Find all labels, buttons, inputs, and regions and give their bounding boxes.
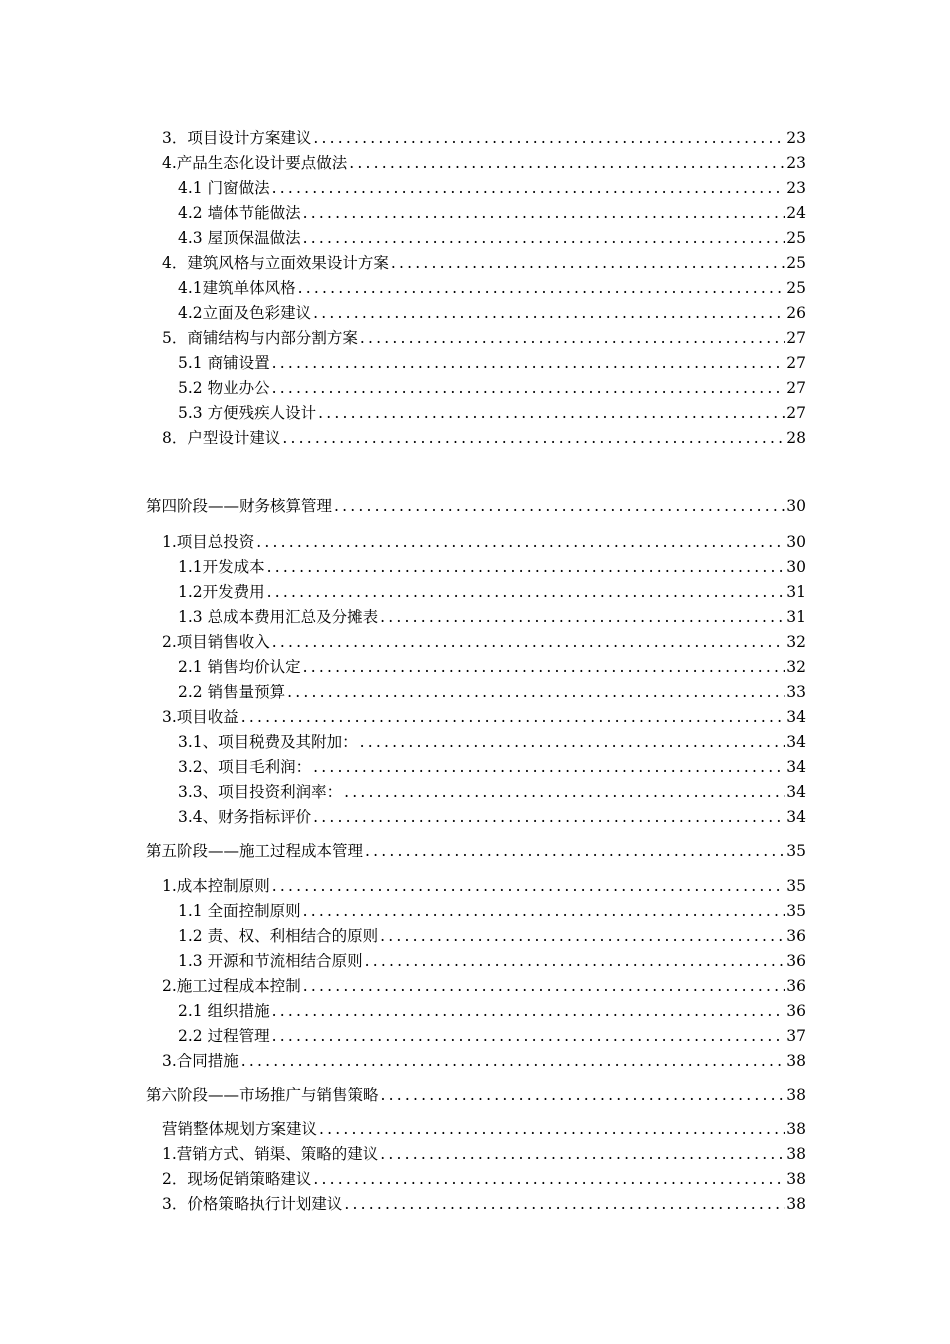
- dot-leader: [344, 780, 785, 804]
- dot-leader: [272, 874, 785, 898]
- toc-entry-title: 3.2、项目毛利润：: [178, 758, 312, 776]
- toc-entry-page-number: 34: [786, 808, 806, 826]
- toc-entry-page-number: 34: [786, 783, 806, 801]
- dot-leader: [391, 251, 785, 275]
- toc-entry-page-number: 26: [786, 304, 806, 322]
- toc-entry-page-number: 34: [786, 758, 806, 776]
- toc-entry[interactable]: [162, 1142, 806, 1166]
- toc-entry-page-number: 30: [786, 497, 806, 515]
- dot-leader: [380, 1142, 785, 1166]
- toc-entry[interactable]: [162, 630, 806, 654]
- toc-entry[interactable]: [162, 426, 806, 450]
- toc-entry-page-number: 28: [786, 429, 806, 447]
- toc-entry[interactable]: [146, 494, 806, 518]
- dot-leader: [303, 226, 786, 250]
- toc-entry[interactable]: [162, 530, 806, 554]
- dot-leader: [319, 1117, 785, 1141]
- toc-entry-title: 1.项目总投资: [162, 533, 255, 551]
- toc-entry[interactable]: [146, 1083, 806, 1107]
- toc-entry-page-number: 38: [786, 1120, 806, 1138]
- dot-leader: [365, 949, 786, 973]
- toc-entry[interactable]: [178, 301, 806, 325]
- toc-entry-page-number: 35: [786, 842, 806, 860]
- toc-entry[interactable]: [178, 351, 806, 375]
- toc-entry-page-number: 27: [786, 354, 806, 372]
- toc-entry-title: 3．价格策略执行计划建议: [162, 1195, 343, 1213]
- toc-entry[interactable]: [146, 839, 806, 863]
- toc-entry-page-number: 25: [786, 254, 806, 272]
- toc-entry-title: 2.2 销售量预算: [178, 683, 286, 701]
- toc-entry-page-number: 32: [786, 658, 806, 676]
- toc-entry-title: 1.3 开源和节流相结合原则: [178, 952, 363, 970]
- dot-leader: [256, 530, 785, 554]
- dot-leader: [272, 376, 786, 400]
- dot-leader: [313, 755, 785, 779]
- toc-entry-title: 3.合同措施: [162, 1052, 239, 1070]
- toc-entry-page-number: 35: [786, 877, 806, 895]
- toc-entry-page-number: 36: [786, 977, 806, 995]
- toc-entry[interactable]: [162, 1192, 806, 1216]
- toc-entry-title: 4.1 门窗做法: [178, 179, 270, 197]
- toc-entry-title: 第六阶段——市场推广与销售策略: [146, 1086, 379, 1104]
- toc-entry-title: 2.施工过程成本控制: [162, 977, 301, 995]
- toc-entry-title: 4.2立面及色彩建议: [178, 304, 312, 322]
- toc-entry-page-number: 34: [786, 733, 806, 751]
- toc-entry-page-number: 30: [786, 533, 806, 551]
- toc-entry[interactable]: [162, 1167, 806, 1191]
- toc-entry-page-number: 36: [786, 1002, 806, 1020]
- toc-entry-title: 2．现场促销策略建议: [162, 1170, 312, 1188]
- toc-entry-page-number: 38: [786, 1086, 806, 1104]
- toc-entry[interactable]: [178, 376, 806, 400]
- dot-leader: [313, 126, 785, 150]
- toc-entry-page-number: 32: [786, 633, 806, 651]
- toc-entry-page-number: 23: [786, 154, 806, 172]
- dot-leader: [313, 301, 785, 325]
- toc-entry[interactable]: [162, 874, 806, 898]
- toc-entry-title: 1.3 总成本费用汇总及分摊表: [178, 608, 379, 626]
- dot-leader: [303, 201, 786, 225]
- toc-entry-page-number: 33: [786, 683, 806, 701]
- dot-leader: [241, 705, 785, 729]
- dot-leader: [313, 1167, 785, 1191]
- toc-entry-title: 5.3 方便残疾人设计: [178, 404, 317, 422]
- dot-leader: [282, 426, 785, 450]
- toc-entry[interactable]: [162, 705, 806, 729]
- dot-leader: [334, 494, 785, 518]
- toc-entry-page-number: 25: [786, 279, 806, 297]
- toc-entry-page-number: 25: [786, 229, 806, 247]
- toc-entry-page-number: 38: [786, 1170, 806, 1188]
- toc-entry[interactable]: [162, 1117, 806, 1141]
- toc-entry[interactable]: [178, 730, 806, 754]
- toc-entry-title: 营销整体规划方案建议: [162, 1120, 318, 1138]
- toc-entry[interactable]: [178, 555, 806, 579]
- toc-entry[interactable]: [162, 126, 806, 150]
- toc-entry-title: 4.产品生态化设计要点做法: [162, 154, 348, 172]
- toc-entry-title: 1.2 责、权、利相结合的原则: [178, 927, 379, 945]
- dot-leader: [380, 924, 785, 948]
- toc-entry[interactable]: [178, 755, 806, 779]
- toc-entry-page-number: 27: [786, 329, 806, 347]
- toc-entry[interactable]: [178, 176, 806, 200]
- toc-entry-title: 4.2 墙体节能做法: [178, 204, 301, 222]
- toc-entry-title: 5．商铺结构与内部分割方案: [162, 329, 358, 347]
- toc-entry-page-number: 27: [786, 379, 806, 397]
- dot-leader: [272, 1024, 786, 1048]
- toc-entry[interactable]: [178, 276, 806, 300]
- toc-entry[interactable]: [178, 949, 806, 973]
- dot-leader: [303, 899, 786, 923]
- dot-leader: [287, 680, 785, 704]
- toc-entry[interactable]: [178, 899, 806, 923]
- toc-entry-title: 2.1 销售均价认定: [178, 658, 301, 676]
- dot-leader: [381, 1083, 786, 1107]
- toc-entry-title: 第五阶段——施工过程成本管理: [146, 842, 364, 860]
- toc-entry-title: 1.营销方式、销渠、策略的建议: [162, 1145, 379, 1163]
- toc-entry[interactable]: [162, 151, 806, 175]
- toc-entry-title: 3.3、项目投资利润率：: [178, 783, 343, 801]
- dot-leader: [360, 326, 785, 350]
- toc-entry-title: 1.1 全面控制原则: [178, 902, 301, 920]
- toc-entry[interactable]: [178, 580, 806, 604]
- toc-entry-title: 2.1 组织措施: [178, 1002, 270, 1020]
- toc-entry-title: 5.2 物业办公: [178, 379, 270, 397]
- dot-leader: [365, 839, 785, 863]
- toc-entry-page-number: 38: [786, 1145, 806, 1163]
- toc-entry[interactable]: [178, 605, 806, 629]
- dot-leader: [313, 805, 785, 829]
- toc-entry-title: 3.项目收益: [162, 708, 239, 726]
- dot-leader: [303, 974, 785, 998]
- dot-leader: [360, 730, 786, 754]
- toc-entry[interactable]: [178, 655, 806, 679]
- toc-entry-title: 1.2开发费用: [178, 583, 265, 601]
- toc-entry-page-number: 23: [786, 129, 806, 147]
- toc-entry-title: 5.1 商铺设置: [178, 354, 270, 372]
- dot-leader: [303, 655, 786, 679]
- dot-leader: [344, 1192, 785, 1216]
- toc-entry[interactable]: [178, 226, 806, 250]
- toc-entry-page-number: 37: [786, 1027, 806, 1045]
- dot-leader: [349, 151, 785, 175]
- toc-entry-page-number: 35: [786, 902, 806, 920]
- toc-entry[interactable]: [178, 924, 806, 948]
- toc-entry-page-number: 31: [786, 583, 806, 601]
- dot-leader: [380, 605, 785, 629]
- toc-entry-page-number: 38: [786, 1195, 806, 1213]
- dot-leader: [272, 630, 785, 654]
- dot-leader: [272, 176, 786, 200]
- dot-leader: [318, 401, 785, 425]
- toc-entry-page-number: 27: [786, 404, 806, 422]
- toc-entry-page-number: 36: [786, 952, 806, 970]
- toc-entry-page-number: 36: [786, 927, 806, 945]
- toc-entry-page-number: 24: [786, 204, 806, 222]
- toc-entry-title: 8．户型设计建议: [162, 429, 281, 447]
- toc-entry-title: 4．建筑风格与立面效果设计方案: [162, 254, 389, 272]
- toc-entry-title: 3.1、项目税费及其附加：: [178, 733, 358, 751]
- toc-entry-title: 1.1开发成本: [178, 558, 265, 576]
- dot-leader: [267, 555, 786, 579]
- toc-entry-title: 2.2 过程管理: [178, 1027, 270, 1045]
- toc-entry-page-number: 38: [786, 1052, 806, 1070]
- toc-entry-title: 4.1建筑单体风格: [178, 279, 296, 297]
- toc-entry-title: 1.成本控制原则: [162, 877, 270, 895]
- toc-entry[interactable]: [162, 251, 806, 275]
- toc-entry[interactable]: [162, 326, 806, 350]
- toc-entry-page-number: 31: [786, 608, 806, 626]
- dot-leader: [272, 999, 786, 1023]
- toc-entry[interactable]: [178, 805, 806, 829]
- toc-entry-page-number: 23: [786, 179, 806, 197]
- toc-entry-page-number: 34: [786, 708, 806, 726]
- toc-entry-title: 2.项目销售收入: [162, 633, 270, 651]
- toc-entry[interactable]: [162, 1049, 806, 1073]
- toc-entry-title: 第四阶段——财务核算管理: [146, 497, 333, 515]
- dot-leader: [298, 276, 786, 300]
- dot-leader: [241, 1049, 785, 1073]
- toc-entry-title: 3.4、财务指标评价: [178, 808, 312, 826]
- toc-entry-title: 4.3 屋顶保温做法: [178, 229, 301, 247]
- dot-leader: [267, 580, 786, 604]
- toc-entry-page-number: 30: [786, 558, 806, 576]
- toc-entry[interactable]: [178, 1024, 806, 1048]
- toc-entry[interactable]: [162, 974, 806, 998]
- toc-entry[interactable]: [178, 780, 806, 804]
- toc-entry[interactable]: [178, 999, 806, 1023]
- toc-entry[interactable]: [178, 201, 806, 225]
- toc-entry[interactable]: [178, 401, 806, 425]
- dot-leader: [272, 351, 786, 375]
- toc-entry[interactable]: [178, 680, 806, 704]
- toc-entry-title: 3．项目设计方案建议: [162, 129, 312, 147]
